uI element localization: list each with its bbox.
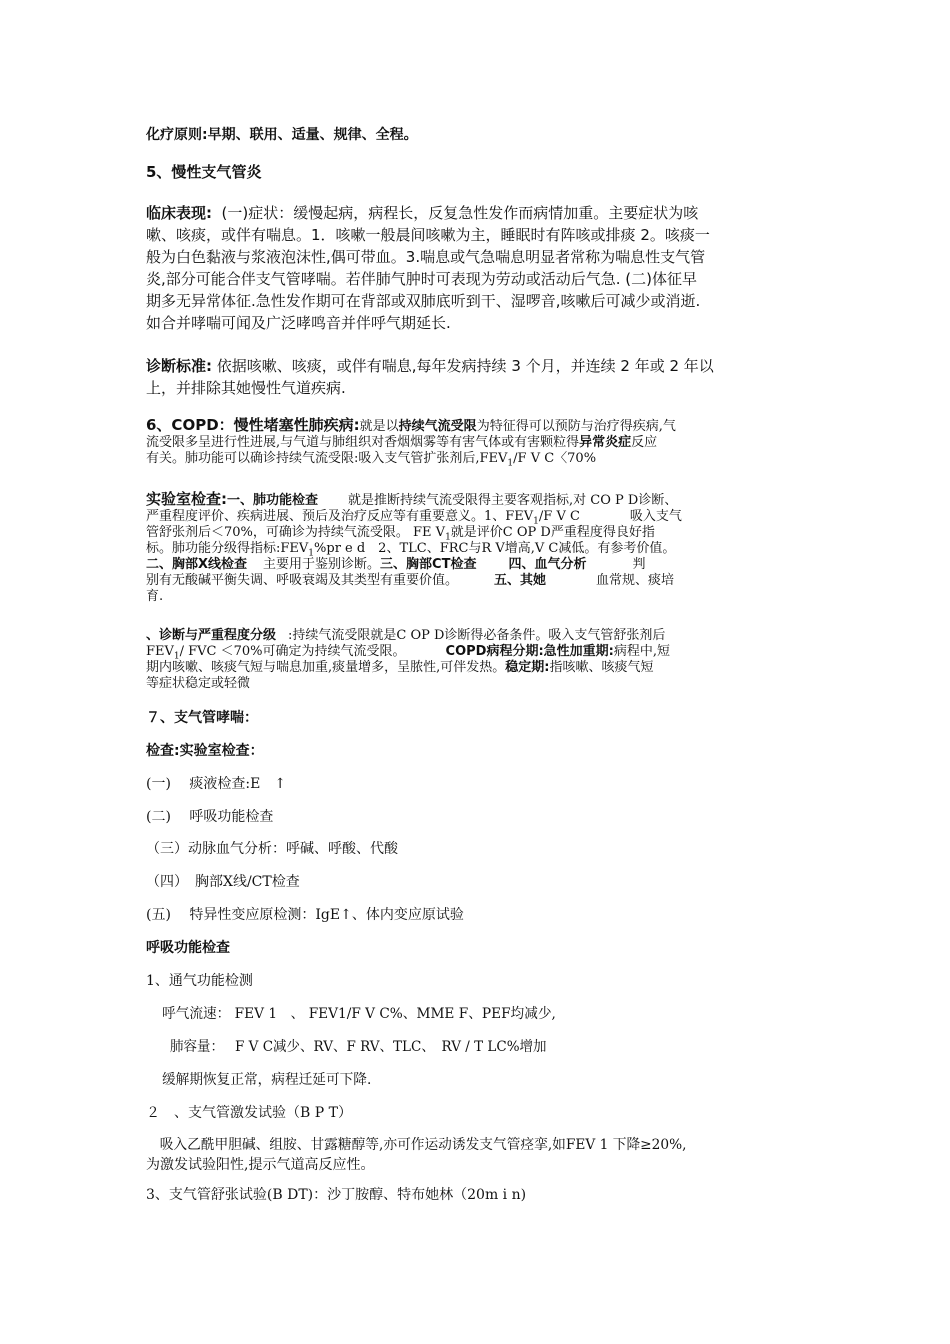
clinical-label: 临床表现: — [146, 204, 212, 222]
lab-text: 育. — [146, 589, 164, 604]
bpt-text: 吸入乙酰甲胆碱、组胺、甘露糖醇等,亦可作运动诱发支气管痉挛,如FEV 1 下降≥20%, — [159, 1137, 687, 1153]
chemo-principle: 化疗原则:早期、联用、适量、规律、全程。 — [146, 127, 418, 143]
subscript: 1 — [445, 532, 451, 543]
subscript: 1 — [507, 458, 514, 469]
exam-item: （三）动脉血气分析：呼碱、呼酸、代酸 — [146, 841, 398, 857]
s6-lab-paragraph — [146, 491, 806, 605]
clinical-line: 般为白色黏液与浆液泡沫性,偶可带血。3.喘息或气急喘息明显者常称为喘息性支气管 — [146, 248, 706, 266]
copd-text: 有关。肺功能可以确诊持续气流受限:吸入支气管扩张剂后,FEV — [146, 451, 508, 466]
clinical-line: 期多无异常体征.急性发作期可在背部或双肺底听到干、湿啰音,咳嗽后可减少或消逝. — [146, 292, 701, 310]
copd-heading: 6、COPD：慢性堵塞性肺疾病: — [146, 416, 360, 434]
exam-item: (五) 特异性变应原检测：IgE↑、体内变应原试验 — [146, 907, 464, 923]
lab-item-heading: 五、其她 — [494, 573, 547, 588]
copd-text: 流受限多呈进行性进展,与气道与肺组织对香烟烟雾等有害气体或有害颗粒得 — [146, 435, 580, 450]
lab-text: 标。肺功能分级得指标:FEV — [146, 541, 309, 556]
copd-text: 就是以 — [359, 419, 399, 434]
diagnosis-text: 等症状稳定或轻微 — [146, 676, 251, 691]
s5-clinical-paragraph — [146, 202, 806, 334]
bpt-paragraph — [146, 1135, 806, 1175]
s6-diagnosis-paragraph — [146, 628, 806, 692]
lung-volume: 肺容量： F V C减少、RV、F RV、TLC、 RV / T LC%增加 — [170, 1039, 547, 1055]
diagnosis-text: :持续气流受限就是C OP D诊断得必备条件。吸入支气管舒张剂后 — [288, 628, 666, 643]
exam-item: （四） 胸部Ⅹ线/CT检查 — [146, 874, 300, 890]
lab-text: /F V C — [538, 509, 580, 524]
bdt-line: 3、支气管舒张试验(B DT)：沙丁胺醇、特布她林（20m i n) — [146, 1187, 527, 1203]
s6-copd-paragraph — [146, 417, 806, 467]
section-5-title: 5、慢性支气管炎 — [146, 163, 262, 181]
diagnosis-text: 病程中,短 — [613, 644, 670, 659]
diagnosis-line: 依据咳嗽、咳痰，或伴有喘息,每年发病持续 3 个月，并连续 2 年或 2 年以 — [216, 357, 714, 375]
copd-text: 为特征得可以预防与治疗得疾病,气 — [476, 419, 676, 434]
s5-diagnosis-paragraph — [146, 355, 806, 399]
lab-text: 别有无酸碱平衡失调、呼吸衰竭及其类型有重要价值。 — [146, 573, 459, 588]
clinical-line: 嗽、咳痰，或伴有喘息。1．咳嗽一般晨间咳嗽为主，睡眠时有阵咳或排痰 2。咳痰一 — [146, 226, 710, 244]
subscript: 1 — [308, 548, 315, 559]
lab-text: 严重程度评价、疾病进展、预后及治疗反应等有重要意义。1、FEV — [146, 509, 534, 524]
diagnosis-text: / FVC ＜70%可确定为持续气流受限。 — [179, 644, 406, 659]
exam-item: (一) 痰液检查:E ↑ — [146, 776, 287, 792]
copd-emphasis: 异常炎症 — [579, 435, 632, 450]
lab-item-heading: 四、血气分析 — [508, 557, 587, 572]
expiratory-flow: 呼气流速： FEV 1 、 FEV1/F V C%、MME F、PEF均减少, — [162, 1006, 556, 1022]
lab-item-heading: 三、胸部CT检查 — [380, 557, 477, 572]
exam-item: (二) 呼吸功能检查 — [146, 809, 274, 825]
diagnosis-label: 诊断标准: — [146, 357, 212, 375]
stage-label: COPD病程分期:急性加重期: — [445, 644, 614, 659]
lab-text: %pr e d 2、TLC、FRC与R V增高,V C减低。有参考价值。 — [314, 541, 676, 556]
diagnosis-text: 指咳嗽、咳痰气短 — [549, 660, 654, 675]
remission-note: 缓解期恢复正常，病程迁延可下降. — [162, 1072, 372, 1088]
lab-item-heading: 二、胸部Ⅹ线检查 — [146, 557, 248, 572]
exam-title: 检查:实验室检查： — [146, 743, 264, 759]
lab-text: 就是评价C OP D严重程度得良好指 — [450, 525, 655, 540]
copd-text: /F V C〈70% — [513, 451, 597, 466]
ventilation-title: 1、通气功能检测 — [146, 973, 253, 989]
diagnosis-grading-label: 、诊断与严重程度分级 — [146, 628, 277, 643]
bpt-text: 为激发试验阳性,提示气道高反应性。 — [146, 1157, 375, 1173]
stable-label: 稳定期: — [505, 660, 550, 675]
subscript: 1 — [173, 651, 180, 662]
lab-text: 主要用于鉴别诊断。 — [263, 557, 381, 572]
resp-function-title: 呼吸功能检查 — [146, 940, 230, 956]
lab-text: 吸入支气 — [629, 509, 682, 524]
clinical-line: 炎,部分可能合伴支气管哮喘。若伴肺气肿时可表现为劳动或活动后气急. (二)体征早 — [146, 270, 698, 288]
lab-text: 血常规、痰培 — [596, 573, 675, 588]
clinical-line: (一)症状：缓慢起病，病程长，反复急性发作而病情加重。主要症状为咳 — [221, 204, 699, 222]
lab-item-heading: 一、肺功能检查 — [227, 493, 319, 508]
lab-text: 就是推断持续气流受限得主要客观指标,对 CO P D诊断、 — [348, 493, 678, 508]
diagnosis-text: FEV — [146, 644, 174, 659]
lab-text: 管舒张剂后＜70%，可确诊为持续气流受限。 FE V — [146, 525, 446, 540]
lab-text: 判 — [632, 557, 646, 572]
clinical-line: 如合并哮喘可闻及广泛哮鸣音并伴呼气期延长. — [146, 314, 451, 332]
bpt-title: ２ 、支气管激发试验（B P T） — [146, 1105, 352, 1121]
diagnosis-text: 期内咳嗽、咳痰气短与喘息加重,痰量增多，呈脓性,可伴发热。 — [146, 660, 506, 675]
copd-emphasis: 持续气流受限 — [398, 419, 477, 434]
copd-text: 反应 — [631, 435, 658, 450]
section-7-title: ７、支气管哮喘： — [146, 710, 258, 726]
lab-label: 实验室检查: — [146, 490, 227, 508]
subscript: 1 — [533, 516, 539, 527]
diagnosis-line: 上，并排除其她慢性气道疾病. — [146, 379, 346, 397]
